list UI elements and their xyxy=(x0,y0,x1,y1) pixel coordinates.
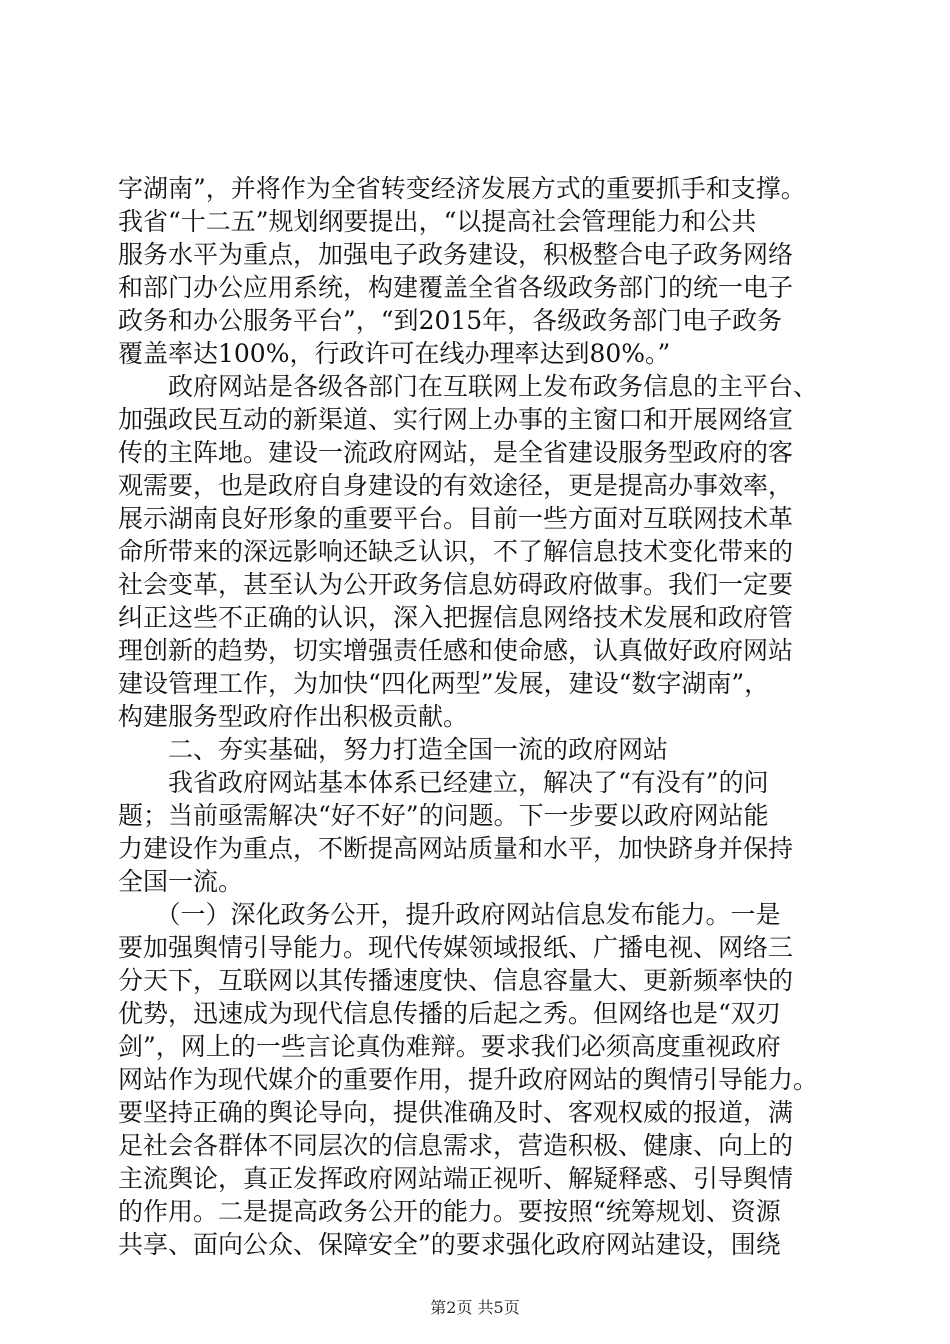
text-line: 全国一流。 xyxy=(118,867,244,896)
text-line: 分天下，互联网以其传播速度快、信息容量大、更新频率快的 xyxy=(118,966,794,995)
text-line: 足社会各群体不同层次的信息需求，营造积极、健康、向上的 xyxy=(118,1131,794,1160)
text-line: 我省政府网站基本体系已经建立，解决了“有没有”的问 xyxy=(118,768,769,797)
text-line: 我省“十二五”规划纲要提出，“以提高社会管理能力和公共 xyxy=(118,207,757,236)
text-line: 二、夯实基础，努力打造全国一流的政府网站 xyxy=(118,735,669,764)
page-footer: 第2页 共5页 xyxy=(430,1298,520,1317)
text-line: 命所带来的深远影响还缺乏认识，不了解信息技术变化带来的 xyxy=(118,537,794,566)
text-line: 题；当前亟需解决“好不好”的问题。下一步要以政府网站能 xyxy=(118,801,769,830)
text-line: 共享、面向公众、保障安全”的要求强化政府网站建设，围绕 xyxy=(118,1230,781,1259)
text-line: 建设管理工作，为加快“四化两型”发展，建设“数字湖南”， xyxy=(118,669,770,698)
text-line: 理创新的趋势，切实增强责任感和使命感，认真做好政府网站 xyxy=(118,636,794,665)
text-line: 观需要，也是政府自身建设的有效途径，更是提高办事效率， xyxy=(118,471,794,500)
text-line: 和部门办公应用系统，构建覆盖全省各级政务部门的统一电子 xyxy=(118,273,794,302)
text-line: 力建设作为重点，不断提高网站质量和水平，加快跻身并保持 xyxy=(118,834,794,863)
text-line: 展示湖南良好形象的重要平台。目前一些方面对互联网技术革 xyxy=(118,504,794,533)
text-line: 纠正这些不正确的认识，深入把握信息网络技术发展和政府管 xyxy=(118,603,794,632)
text-line: 优势，迅速成为现代信息传播的后起之秀。但网络也是“双刃 xyxy=(118,999,781,1028)
text-line: 要加强舆情引导能力。现代传媒领域报纸、广播电视、网络三 xyxy=(118,933,794,962)
text-line: 加强政民互动的新渠道、实行网上办事的主窗口和开展网络宣 xyxy=(118,405,794,434)
text-line: 构建服务型政府作出积极贡献。 xyxy=(118,702,469,731)
text-line: 政务和办公服务平台”，“到2015年，各级政务部门电子政务 xyxy=(118,306,783,335)
body-text xyxy=(118,172,838,1261)
text-line: 政府网站是各级各部门在互联网上发布政务信息的主平台、 xyxy=(118,372,819,401)
text-line: 主流舆论，真正发挥政府网站端正视听、解疑释惑、引导舆情 xyxy=(118,1164,794,1193)
text-line: 剑”，网上的一些言论真伪难辩。要求我们必须高度重视政府 xyxy=(118,1032,781,1061)
text-line: 传的主阵地。建设一流政府网站，是全省建设服务型政府的客 xyxy=(118,438,794,467)
text-line: 覆盖率达100%，行政许可在线办理率达到80%。” xyxy=(118,339,671,368)
text-line: 要坚持正确的舆论导向，提供准确及时、客观权威的报道，满 xyxy=(118,1098,794,1127)
text-line: 字湖南”，并将作为全省转变经济发展方式的重要抓手和支撑。 xyxy=(118,174,806,203)
text-line: 的作用。二是提高政务公开的能力。要按照“统筹规划、资源 xyxy=(118,1197,781,1226)
text-line: 服务水平为重点，加强电子政务建设，积极整合电子政务网络 xyxy=(118,240,794,269)
text-line: 社会变革，甚至认为公开政务信息妨碍政府做事。我们一定要 xyxy=(118,570,794,599)
text-line: （一）深化政务公开，提升政府网站信息发布能力。一是 xyxy=(118,900,781,929)
text-line: 网站作为现代媒介的重要作用，提升政府网站的舆情引导能力。 xyxy=(118,1065,819,1094)
